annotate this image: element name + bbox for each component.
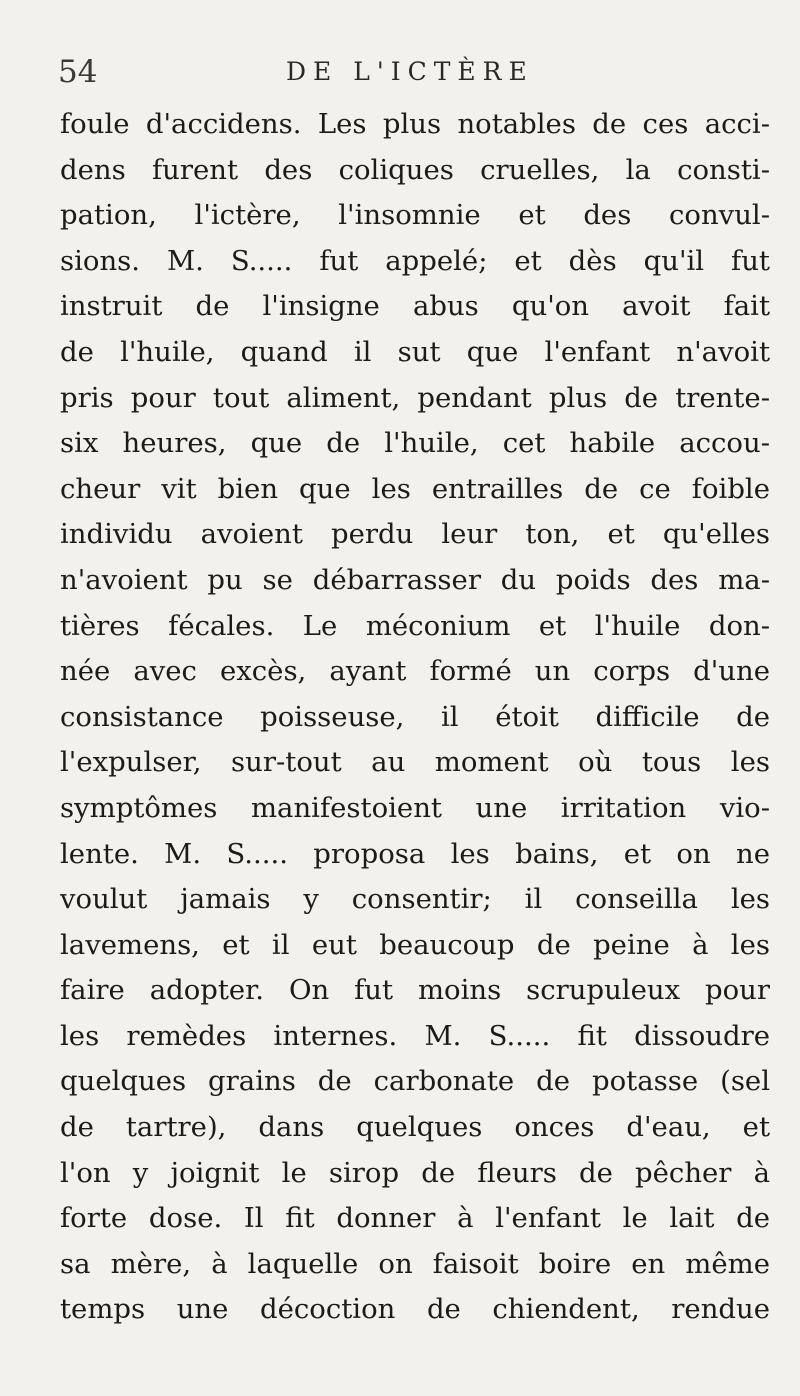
text-line: née avec excès, ayant formé un corps d'une: [60, 655, 770, 688]
text-line: forte dose. Il fit donner à l'enfant le lait de: [60, 1202, 770, 1235]
text-line: voulut jamais y consentir; il conseilla les: [60, 883, 770, 916]
text-line: consistance poisseuse, il étoit difficile de: [60, 700, 770, 733]
text-line: tières fécales. Le méconium et l'huile don-: [60, 609, 770, 642]
text-line: temps une décoction de chiendent, rendue: [60, 1293, 770, 1326]
text-line: de tartre), dans quelques onces d'eau, et: [60, 1111, 770, 1144]
text-line: sions. M. S..... fut appelé; et dès qu'il fut: [60, 244, 770, 277]
text-line: pris pour tout aliment, pendant plus de trente-: [60, 381, 770, 414]
text-line: n'avoient pu se débarrasser du poids des ma-: [60, 563, 770, 596]
text-line: instruit de l'insigne abus qu'on avoit fait: [60, 290, 770, 323]
text-line: lente. M. S..... proposa les bains, et on ne: [60, 837, 770, 870]
body-text: [60, 102, 770, 1333]
text-line: pation, l'ictère, l'insomnie et des convul-: [60, 199, 770, 232]
text-line: symptômes manifestoient une irritation vio-: [60, 791, 770, 824]
text-line: l'expulser, sur-tout au moment où tous les: [60, 746, 770, 779]
text-line: l'on y joignit le sirop de fleurs de pêcher à: [60, 1156, 770, 1189]
text-line: les remèdes internes. M. S..... fit dissoudre: [60, 1019, 770, 1052]
text-line: individu avoient perdu leur ton, et qu'elles: [60, 518, 770, 551]
text-line: faire adopter. On fut moins scrupuleux pour: [60, 974, 770, 1007]
running-title: DE L'ICTÈRE: [286, 57, 534, 86]
text-line: quelques grains de carbonate de potasse (sel: [60, 1065, 770, 1098]
page-number: 54: [58, 54, 98, 90]
text-line: dens furent des coliques cruelles, la consti-: [60, 153, 770, 186]
text-line: sa mère, à laquelle on faisoit boire en même: [60, 1247, 770, 1280]
text-line: six heures, que de l'huile, cet habile accou-: [60, 427, 770, 460]
text-line: cheur vit bien que les entrailles de ce foible: [60, 472, 770, 505]
text-line: foule d'accidens. Les plus notables de ces acci-: [60, 108, 770, 140]
page-header: [58, 52, 758, 92]
text-line: lavemens, et il eut beaucoup de peine à les: [60, 928, 770, 961]
text-line: de l'huile, quand il sut que l'enfant n'avoit: [60, 335, 770, 368]
